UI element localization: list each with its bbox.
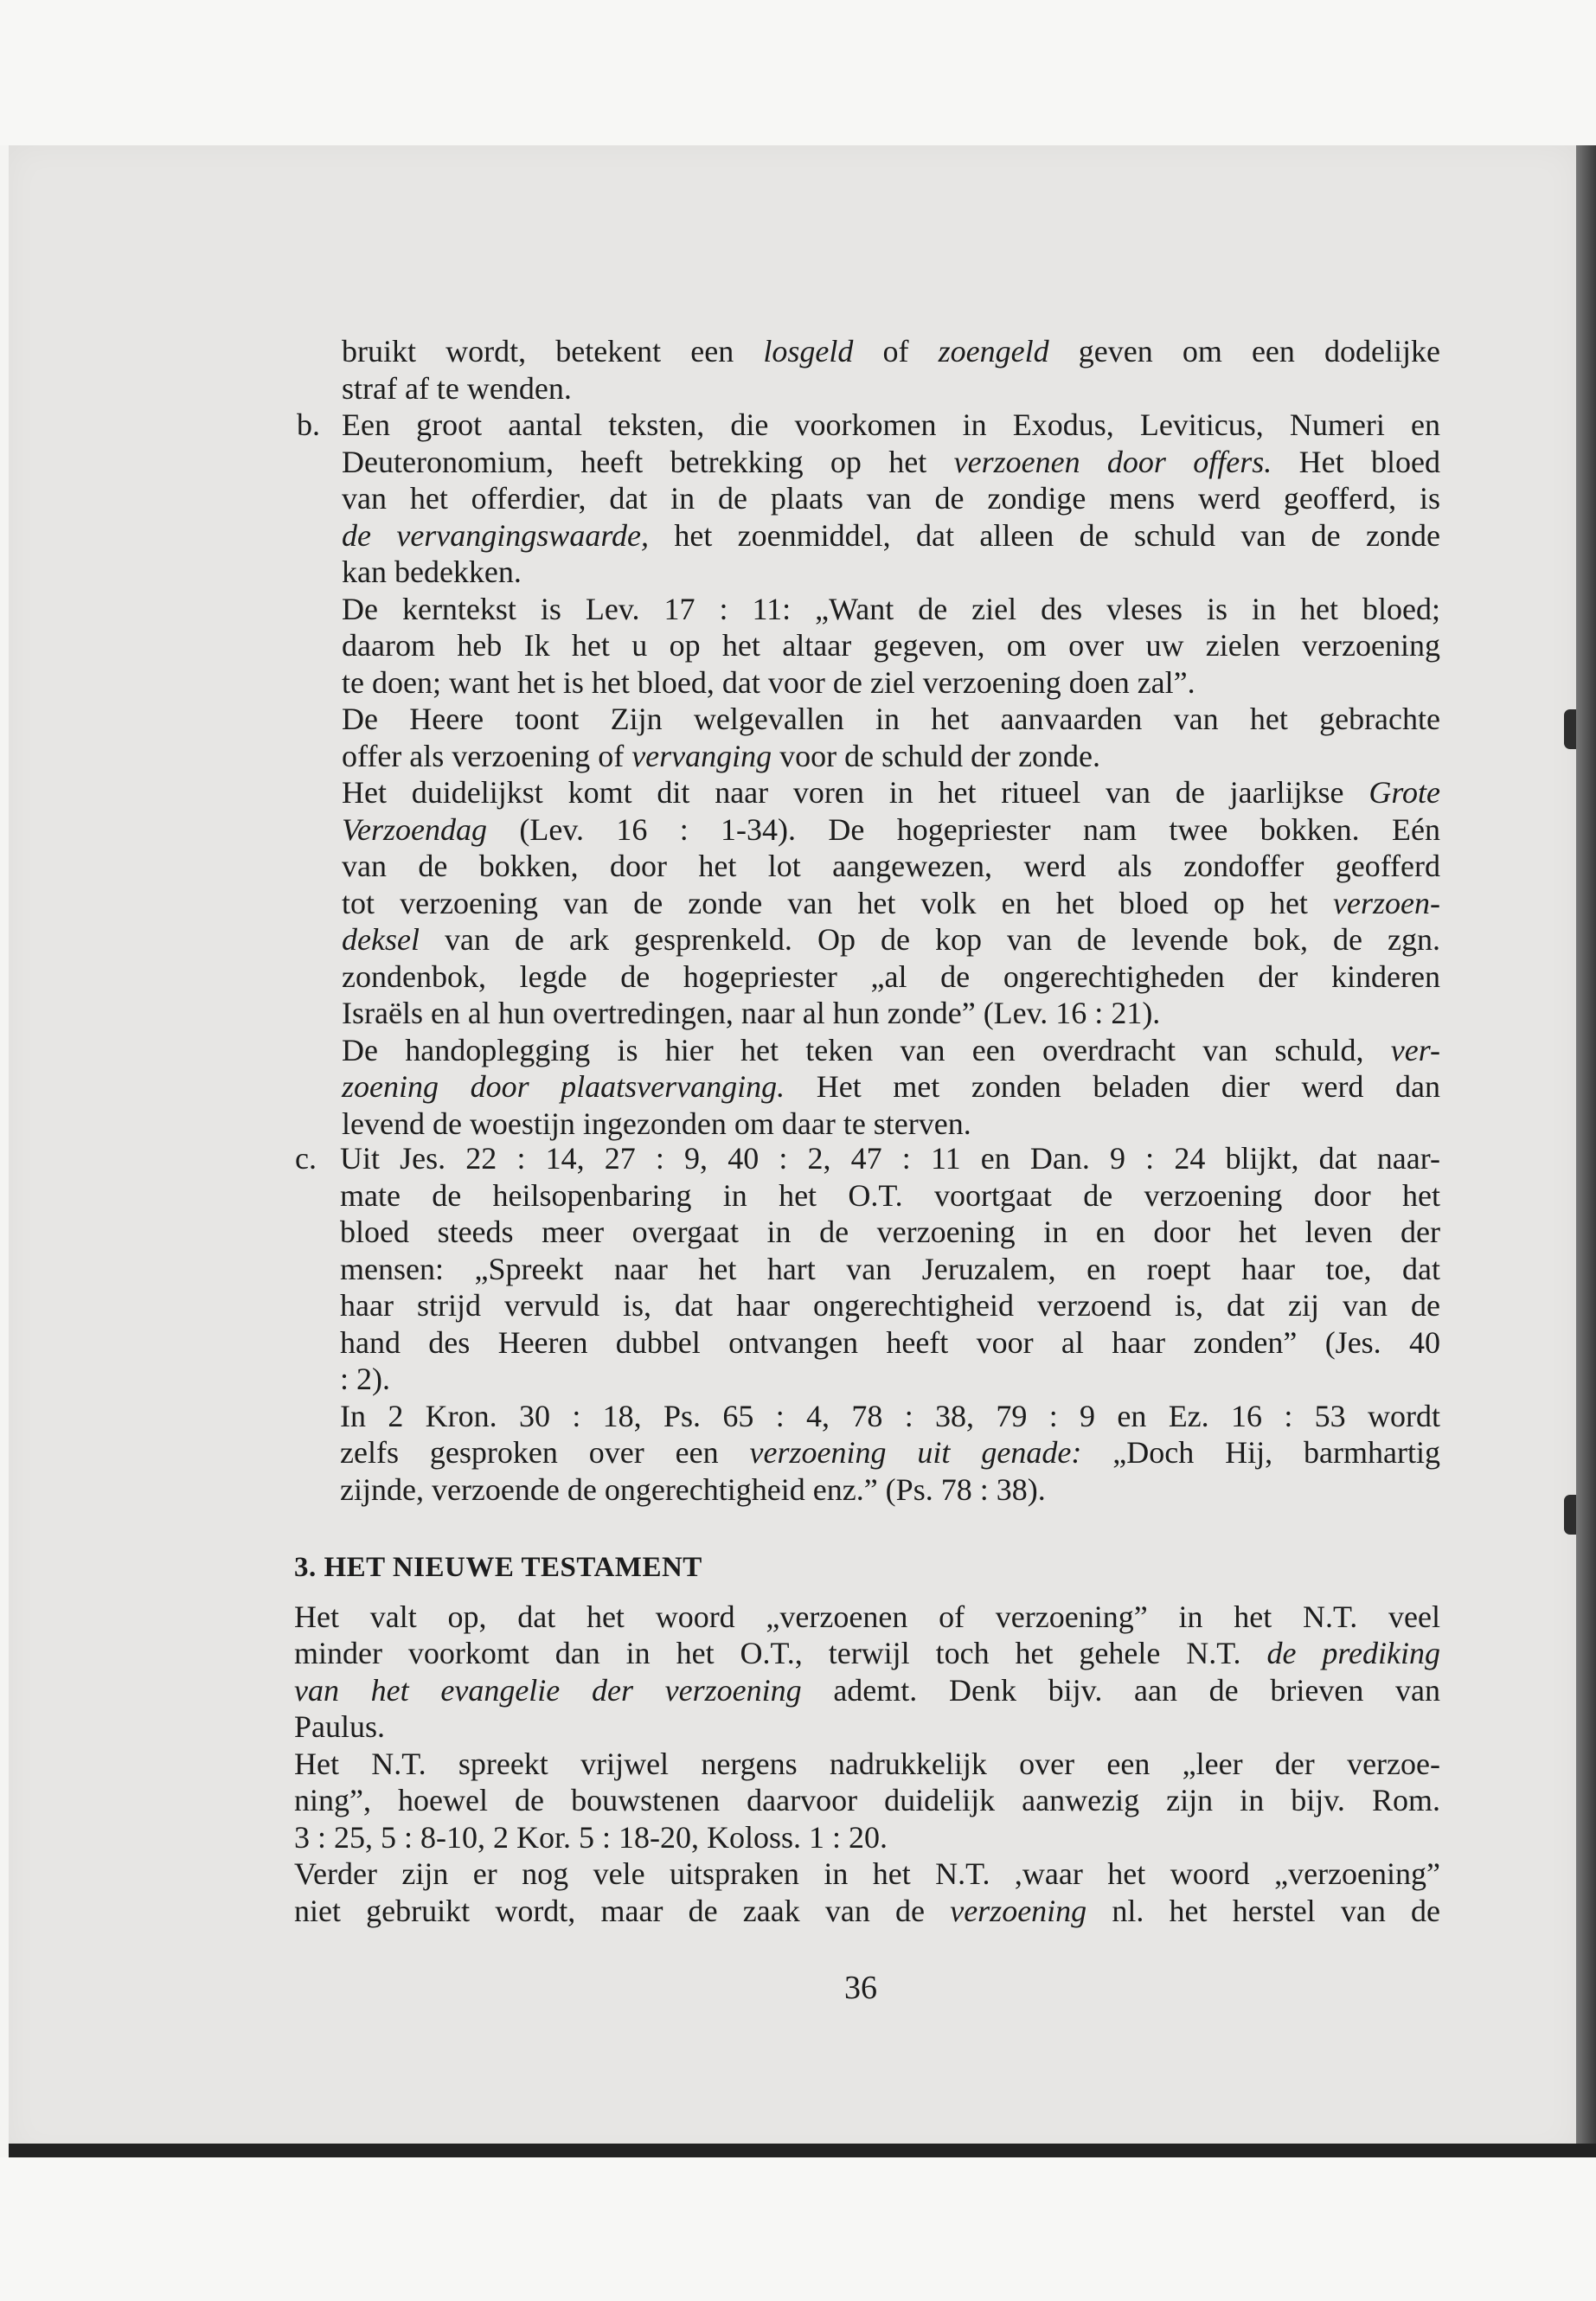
italic-text: van het evangelie der verzoening — [294, 1672, 802, 1708]
text-segment: Het duidelijkst komt dit naar voren in het ritueel van de jaarlijkse — [342, 775, 1369, 810]
text-line — [342, 333, 1440, 370]
section-c — [295, 1140, 1440, 1508]
text-segment: 3 : 25, 5 : 8-10, 2 Kor. 5 : 18-20, Koloss. 1 : 20. — [294, 1819, 888, 1855]
text-segment: Israëls en al hun overtredingen, naar al hun zonde” (Lev. 16 : 21). — [342, 996, 1161, 1030]
text-line — [294, 1746, 1440, 1783]
text-segment: bruikt wordt, betekent een — [342, 334, 764, 369]
text-segment: te doen; want het is het bloed, dat voor de ziel verzoening doen zal”. — [342, 664, 1195, 700]
text-line — [342, 554, 1440, 591]
text-segment: van de ark gesprenkeld. Op de kop van de levende bok, de zgn. — [419, 922, 1440, 957]
text-line — [340, 1398, 1440, 1435]
text-line — [340, 1214, 1440, 1251]
text-segment: zelfs gesproken over een — [340, 1435, 750, 1470]
text-line — [340, 1177, 1440, 1215]
text-line — [342, 370, 1440, 407]
text-segment: Het N.T. spreekt vrijwel nergens nadrukkelijk over een „leer der verzoe- — [294, 1746, 1440, 1781]
text-line — [342, 480, 1440, 517]
text-line — [342, 995, 1440, 1032]
text-line — [294, 1856, 1440, 1893]
text-segment: kan bedekken. — [342, 554, 522, 589]
text-segment: Verder zijn er nog vele uitspraken in het N.T. ,waar het woord „verzoening” — [294, 1856, 1440, 1891]
text-segment: „Doch Hij, barmhartig — [1081, 1435, 1440, 1470]
italic-text: de prediking — [1266, 1636, 1440, 1670]
text-segment: daarom heb Ik het u op het altaar gegeven, om over uw zielen verzoening — [342, 628, 1440, 663]
text-segment: : 2). — [340, 1362, 390, 1396]
italic-text: de vervangingswaarde, — [342, 517, 649, 553]
text-segment: mate de heilsopenbaring in het O.T. voortgaat de verzoening door het — [340, 1177, 1440, 1213]
text-segment: Deuteronomium, heeft betrekking op het — [342, 444, 954, 479]
text-segment: De handoplegging is hier het teken van een overdracht van schuld, — [342, 1032, 1391, 1067]
text-line — [294, 1599, 1440, 1636]
italic-text: verzoening — [950, 1893, 1087, 1928]
text-segment: van de bokken, door het lot aangewezen, werd als zondoffer geofferd — [342, 849, 1440, 883]
list-item-b — [297, 407, 1440, 1142]
text-segment: geven om een dodelijke — [1048, 334, 1440, 369]
text-line — [342, 1032, 1440, 1069]
page-edge-right — [1576, 145, 1596, 2157]
text-line — [294, 1708, 1440, 1746]
text-segment: offer als verzoening of — [342, 738, 632, 773]
italic-text: Verzoendag — [342, 811, 487, 847]
text-segment: Het valt op, dat het woord „verzoenen of verzoening” in het N.T. veel — [294, 1599, 1440, 1634]
list-item-c — [295, 1140, 1440, 1508]
text-segment: De kerntekst is Lev. 17 : 11: „Want de ziel des vleses is in het bloed; — [342, 591, 1440, 626]
text-segment: niet gebruikt wordt, maar de zaak van de — [294, 1893, 951, 1928]
italic-text: verzoen- — [1333, 885, 1440, 920]
text-line — [342, 517, 1440, 554]
page-edge-bottom — [9, 2144, 1596, 2157]
list-marker-b: b. — [297, 407, 320, 442]
text-line — [342, 885, 1440, 922]
text-segment: De Heere toont Zijn welgevallen in het aanvaarden van het gebrachte — [342, 702, 1440, 736]
binding-tab-lower — [1564, 1495, 1576, 1535]
text-line — [340, 1140, 1440, 1177]
scan-background-bottom — [0, 2157, 1596, 2301]
text-segment: Paulus. — [294, 1709, 386, 1744]
text-line — [342, 738, 1440, 775]
section-b — [297, 333, 1440, 1142]
italic-text: zoengeld — [938, 334, 1049, 369]
list-marker-c: c. — [295, 1141, 317, 1176]
page-number: 36 — [844, 1970, 877, 2006]
italic-text: losgeld — [763, 334, 854, 369]
text-segment: bloed steeds meer overgaat in de verzoening in en door het leven der — [340, 1215, 1440, 1249]
text-line — [342, 811, 1440, 849]
italic-text: verzoening uit genade: — [749, 1435, 1082, 1470]
text-line — [342, 444, 1440, 481]
text-line — [294, 1893, 1440, 1930]
text-line — [342, 921, 1440, 958]
text-segment: nl. het herstel van de — [1086, 1893, 1440, 1928]
text-line — [342, 701, 1440, 738]
italic-text: zoening door plaatsvervanging. — [342, 1069, 785, 1104]
text-segment: straf af te wenden. — [342, 370, 572, 406]
text-segment: van het offerdier, dat in de plaats van de zondige mens werd geofferd, is — [342, 481, 1440, 516]
scan-background-top — [0, 0, 1596, 145]
text-segment: Het bloed — [1272, 444, 1440, 479]
text-segment: Het met zonden beladen dier werd dan — [785, 1069, 1440, 1104]
text-line — [340, 1287, 1440, 1324]
section-heading: 3. HET NIEUWE TESTAMENT — [294, 1552, 702, 1583]
text-line — [342, 958, 1440, 996]
text-segment: het zoenmiddel, dat alleen de schuld van de zonde — [648, 517, 1440, 553]
italic-text: Grote — [1368, 775, 1440, 810]
text-segment: levend de woestijn ingezonden om daar te sterven. — [342, 1106, 971, 1141]
italic-text: vervanging — [631, 738, 772, 773]
text-segment: tot verzoening van de zonde van het volk en het bloed op het — [342, 885, 1334, 920]
text-segment: In 2 Kron. 30 : 18, Ps. 65 : 4, 78 : 38, 79 : 9 en Ez. 16 : 53 wordt — [340, 1398, 1440, 1433]
section-new-testament-text — [294, 1599, 1440, 1930]
text-segment: (Lev. 16 : 1-34). De hogepriester nam twee bokken. Eén — [486, 811, 1440, 847]
text-segment: zondenbok, legde de hogepriester „al de ongerechtigheden der kinderen — [342, 958, 1440, 994]
text-segment: Een groot aantal teksten, die voorkomen in Exodus, Leviticus, Numeri en — [342, 407, 1440, 442]
text-segment: ning”, hoewel de bouwstenen daarvoor duidelijk aanwezig zijn in bijv. Rom. — [294, 1783, 1440, 1817]
text-segment: of — [853, 334, 939, 369]
text-line — [340, 1434, 1440, 1471]
text-line — [342, 1068, 1440, 1106]
text-line — [340, 1471, 1440, 1509]
text-segment: Uit Jes. 22 : 14, 27 : 9, 40 : 2, 47 : 11 en Dan. 9 : 24 blijkt, dat naar- — [340, 1141, 1440, 1176]
text-line — [342, 1106, 1440, 1143]
section-b-intro — [342, 333, 1440, 407]
text-line — [342, 848, 1440, 885]
section-new-testament — [294, 1549, 1440, 1929]
text-line — [340, 1324, 1440, 1362]
list-item-b-text — [342, 407, 1440, 1142]
text-segment: minder voorkomt dan in het O.T., terwijl toch het gehele N.T. — [294, 1636, 1267, 1670]
text-line — [340, 1361, 1440, 1398]
text-segment: haar strijd vervuld is, dat haar ongerechtigheid verzoend is, dat zij van de — [340, 1288, 1440, 1323]
text-segment: voor de schuld der zonde. — [772, 738, 1101, 773]
text-line — [342, 774, 1440, 811]
binding-tab-upper — [1564, 709, 1576, 749]
list-item-c-text — [340, 1140, 1440, 1508]
text-line — [294, 1819, 1440, 1856]
text-line — [340, 1251, 1440, 1288]
text-line — [342, 627, 1440, 664]
text-line — [294, 1672, 1440, 1709]
text-line — [294, 1782, 1440, 1819]
italic-text: ver- — [1390, 1032, 1440, 1067]
italic-text: verzoenen door offers. — [953, 444, 1272, 479]
text-line — [342, 664, 1440, 702]
text-segment: ademt. Denk bijv. aan de brieven van — [801, 1672, 1440, 1708]
text-line — [342, 591, 1440, 628]
text-segment: zijnde, verzoende de ongerechtigheid enz.” (Ps. 78 : 38). — [340, 1471, 1046, 1507]
italic-text: deksel — [342, 922, 420, 957]
text-segment: mensen: „Spreekt naar het hart van Jeruzalem, en roept haar toe, dat — [340, 1251, 1440, 1286]
text-segment: hand des Heeren dubbel ontvangen heeft voor al haar zonden” (Jes. 40 — [340, 1324, 1440, 1360]
text-line — [342, 407, 1440, 444]
text-line — [294, 1635, 1440, 1672]
